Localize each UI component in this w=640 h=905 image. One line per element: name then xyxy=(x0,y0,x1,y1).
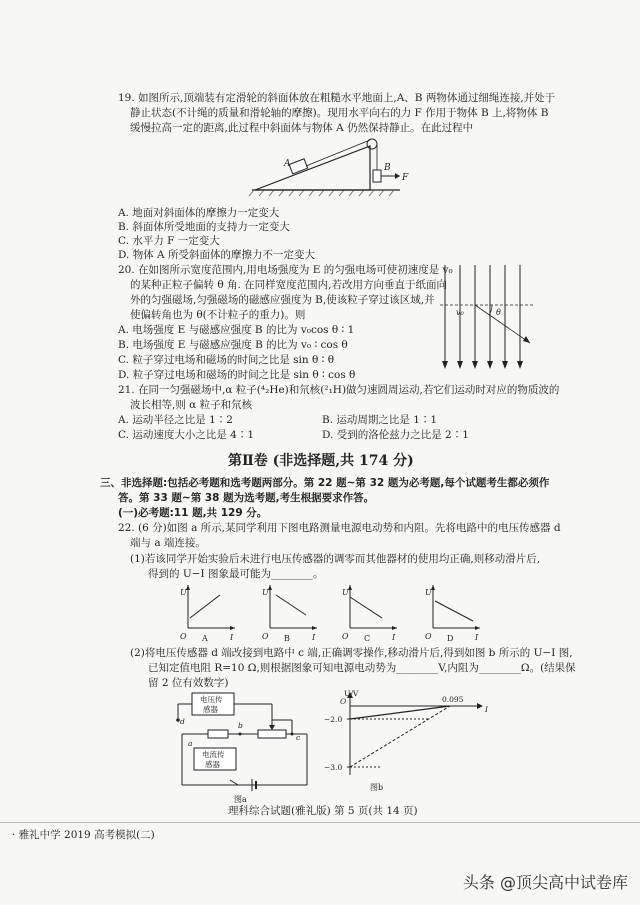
q22-graph-b-u: U xyxy=(262,588,269,597)
q22-graph-d-label: D xyxy=(447,634,454,643)
q19-fig-label-b: B xyxy=(384,163,391,173)
fig-b-xlabel: I xyxy=(485,705,488,714)
q22-graph-c-o: O xyxy=(342,632,349,641)
label-b: b xyxy=(238,721,243,730)
q21-option-a: A. 运动半径之比是 1∶2 xyxy=(118,414,233,426)
q22-graph-a-label: A xyxy=(202,634,208,643)
fig-b-y2: −3.0 xyxy=(324,763,343,772)
current-sensor-label-2: 感器 xyxy=(205,760,220,769)
q22-sub1-line2: 得到的 U−I 图象最可能为________。 xyxy=(148,568,324,580)
q20-option-d: D. 粒子穿过电场和磁场的时间之比是 sin θ ∶ cos θ xyxy=(118,369,356,381)
label-d: d xyxy=(180,717,185,726)
q21-option-b: B. 运动周期之比是 1∶1 xyxy=(322,414,438,426)
q22-graph-a xyxy=(180,583,240,643)
q20-fig-v0: v₀ xyxy=(456,308,464,317)
q20-option-c: C. 粒子穿过电场和磁场的时间之比是 sin θ ∶ θ xyxy=(118,354,335,366)
section2-title: 第Ⅱ卷 (非选择题,共 174 分) xyxy=(228,453,414,469)
voltage-sensor-label-1: 电压传 xyxy=(200,695,223,704)
q20-fig-theta: θ xyxy=(496,308,501,317)
fig-b-origin: O xyxy=(340,697,347,706)
q20-field-figure xyxy=(440,265,540,375)
school-footer: · 雅礼中学 2019 高考模拟(二) xyxy=(12,829,155,841)
q22-graph-b xyxy=(262,583,322,643)
section2-instr2: 答。第 33 题~第 38 题为选考题,考生根据要求作答。 xyxy=(118,492,375,504)
q20-line4: 使偏转角也为 θ(不计粒子的重力)。则 xyxy=(130,309,306,321)
q22-line2: 端与 a 端连接。 xyxy=(130,537,206,549)
q22-graph-c-u: U xyxy=(342,588,349,597)
q22-graph-figure-b xyxy=(324,689,500,792)
q19-fig-label-a: A xyxy=(284,159,291,169)
q22-graph-c xyxy=(342,583,402,643)
fig-a-caption: 图a xyxy=(234,795,247,804)
q19-figure xyxy=(240,132,410,202)
q21-option-d: D. 受到的洛伦兹力之比是 2∶1 xyxy=(322,429,469,441)
section2-required: (一)必考题:11 题,共 129 分。 xyxy=(118,507,268,519)
q22-line1: 22. (6 分)如图 a 所示,某同学利用下图电路测量电源电动势和内阻。先将电路中的电压传感器 d xyxy=(118,522,561,534)
q19-option-c: C. 水平力 F 一定变大 xyxy=(118,235,220,247)
q22-sub2-line2: 已知定值电阻 R=10 Ω,则根据图象可知电源电动势为________V,内阻为________Ω。(结果保 xyxy=(148,662,576,674)
q22-circuit-figure-a xyxy=(172,690,312,804)
q20-line1: 20. 在如图所示宽度范围内,用电场强度为 E 的匀强电场可使初速度是 v₀ xyxy=(118,264,453,276)
fig-b-ylabel: U/V xyxy=(344,689,359,698)
page-footer: 理科综合试题(雅礼版) 第 5 页(共 14 页) xyxy=(228,805,418,817)
section2-instr1: 三、非选择题:包括必考题和选考题两部分。第 22 题~第 32 题为必考题,每个试题考生都必须作 xyxy=(100,477,550,489)
q22-graph-d-u: U xyxy=(425,588,432,597)
q19-option-b: B. 斜面体所受地面的支持力一定变大 xyxy=(118,221,290,233)
q22-graph-a-u: U xyxy=(180,588,187,597)
q22-graph-c-i: I xyxy=(392,633,396,642)
q19-option-a: A. 地面对斜面体的摩擦力一定变大 xyxy=(118,207,280,219)
voltage-sensor-label-2: 感器 xyxy=(203,705,218,714)
q21-line2: 波长相等,则 α 粒子和氘核 xyxy=(130,399,253,411)
fig-b-caption: 图b xyxy=(370,783,384,792)
q20-line3: 外的匀强磁场,匀强磁场的磁感应强度为 B,使该粒子穿过该区域,并 xyxy=(130,294,435,306)
q21-line1: 21. 在同一匀强磁场中,α 粒子(⁴₂He)和氘核(²₁H)做匀速圆周运动,若它们运动时对应的物质波的 xyxy=(118,384,560,396)
q22-graph-a-i: I xyxy=(230,633,234,642)
q22-sub2-line1: (2)将电压传感器 d 端改接到电路中 c 端,正确调零操作,移动滑片后,得到如图 b 所示的 U−I 图, xyxy=(130,647,573,659)
q20-option-a: A. 电场强度 E 与磁感应强度 B 的比为 v₀cos θ ∶ 1 xyxy=(118,324,355,336)
q19-line3: 缓慢拉高一定的距离,此过程中斜面体与物体 A 仍然保持静止。在此过程中 xyxy=(130,122,474,134)
label-c: c xyxy=(296,733,301,742)
label-a: a xyxy=(188,739,193,748)
q22-graph-c-label: C xyxy=(364,634,371,643)
q19-line1: 19. 如图所示,顶端装有定滑轮的斜面体放在粗糙水平地面上,A、B 两物体通过细绳连接,并处于 xyxy=(118,92,556,104)
fig-b-y1: −2.0 xyxy=(324,715,343,724)
footer-divider xyxy=(0,822,640,823)
q21-option-c: C. 运动速度大小之比是 4∶1 xyxy=(118,429,255,441)
q22-graph-d xyxy=(425,583,485,643)
q19-line2: 静止状态(不计绳的质量和滑轮轴的摩擦)。现用水平向右的力 F 作用于物体 B 上,将物体 B xyxy=(130,107,549,119)
q19-fig-label-f: F xyxy=(402,173,409,183)
q22-graph-b-label: B xyxy=(284,634,290,643)
q19-option-d: D. 物体 A 所受斜面体的摩擦力不一定变大 xyxy=(118,249,315,261)
q22-sub1-line1: (1)若该同学开始实验后未进行电压传感器的调零而其他器材的使用均正确,则移动滑片后, xyxy=(130,553,541,565)
fig-b-xmark: 0.095 xyxy=(442,695,464,704)
q20-line2: 的某种正粒子偏转 θ 角. 在同样宽度范围内,若改用方向垂直于纸面向 xyxy=(130,279,448,291)
q22-graph-a-o: O xyxy=(180,632,187,641)
watermark: 头条 @顶尖高中试卷库 xyxy=(462,873,628,892)
q22-sub2-line3: 留 2 位有效数字) xyxy=(148,677,229,689)
q22-graph-b-o: O xyxy=(262,632,269,641)
q20-option-b: B. 电场强度 E 与磁感应强度 B 的比为 v₀ ∶ cos θ xyxy=(118,339,348,351)
q22-graph-d-o: O xyxy=(425,632,432,641)
q22-graph-b-i: I xyxy=(312,633,316,642)
q22-graph-d-i: I xyxy=(475,633,479,642)
current-sensor-label-1: 电流传 xyxy=(202,750,225,759)
